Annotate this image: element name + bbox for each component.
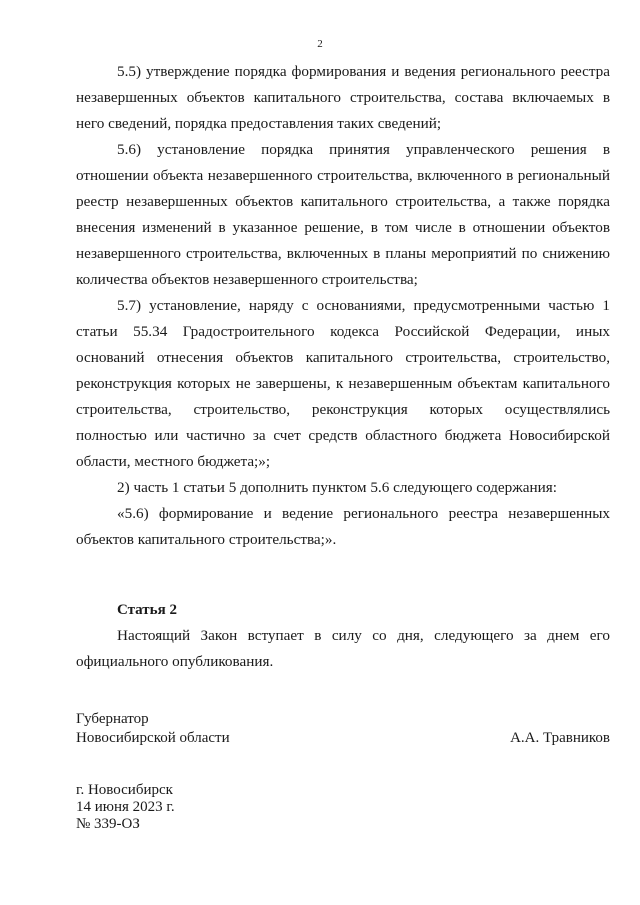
footer-number: № 339-ОЗ bbox=[76, 816, 140, 832]
page-number: 2 bbox=[317, 38, 323, 50]
signature-row bbox=[76, 729, 610, 748]
paragraph-5-7: 5.7) установление, наряду с основаниями, предусмотренными частью 1 статьи 55.34 Градостроительного кодекса Российской Федерации, иных оснований отнесения объектов капитального строительства, строительство, реконструкция которых не завершены, к незавершенным объектам капитального строительства, строительство, реконструкция которых осуществлялись полностью или частично за счет средств областного бюджета Новосибирской области, местного бюджета;»; bbox=[76, 297, 610, 470]
signatory-title-line1: Губернатор bbox=[76, 711, 149, 727]
footer-city: г. Новосибирск bbox=[76, 782, 173, 798]
paragraph-5-6: 5.6) установление порядка принятия управленческого решения в отношении объекта незавершенного строительства, включенного в региональный реестр незавершенных объектов капитального строительства, а также порядка внесения изменений в указанное решение, в том числе в отношении объектов незавершенного строительства, включенных в планы мероприятий по снижению количества объектов незавершенного строительства; bbox=[76, 141, 610, 288]
paragraph-item-2: 2) часть 1 статьи 5 дополнить пунктом 5.6 следующего содержания: bbox=[117, 479, 557, 496]
document-body bbox=[76, 59, 610, 675]
signatory-name: А.А. Травников bbox=[510, 730, 610, 746]
signatory-title-line2: Новосибирской области bbox=[76, 730, 230, 746]
paragraph-5-5: 5.5) утверждение порядка формирования и ведения регионального реестра незавершенных объектов капитального строительства, состава включаемых в него сведений, порядка предоставления таких сведений; bbox=[76, 63, 610, 132]
article-text: Настоящий Закон вступает в силу со дня, следующего за днем его официального опубликования. bbox=[76, 627, 610, 670]
footer-date: 14 июня 2023 г. bbox=[76, 799, 175, 815]
document-footer bbox=[76, 782, 175, 833]
signature-block bbox=[76, 710, 610, 748]
article-heading: Статья 2 bbox=[117, 602, 177, 618]
paragraph-new-5-6: «5.6) формирование и ведение регионального реестра незавершенных объектов капитального строительства;». bbox=[76, 505, 610, 548]
